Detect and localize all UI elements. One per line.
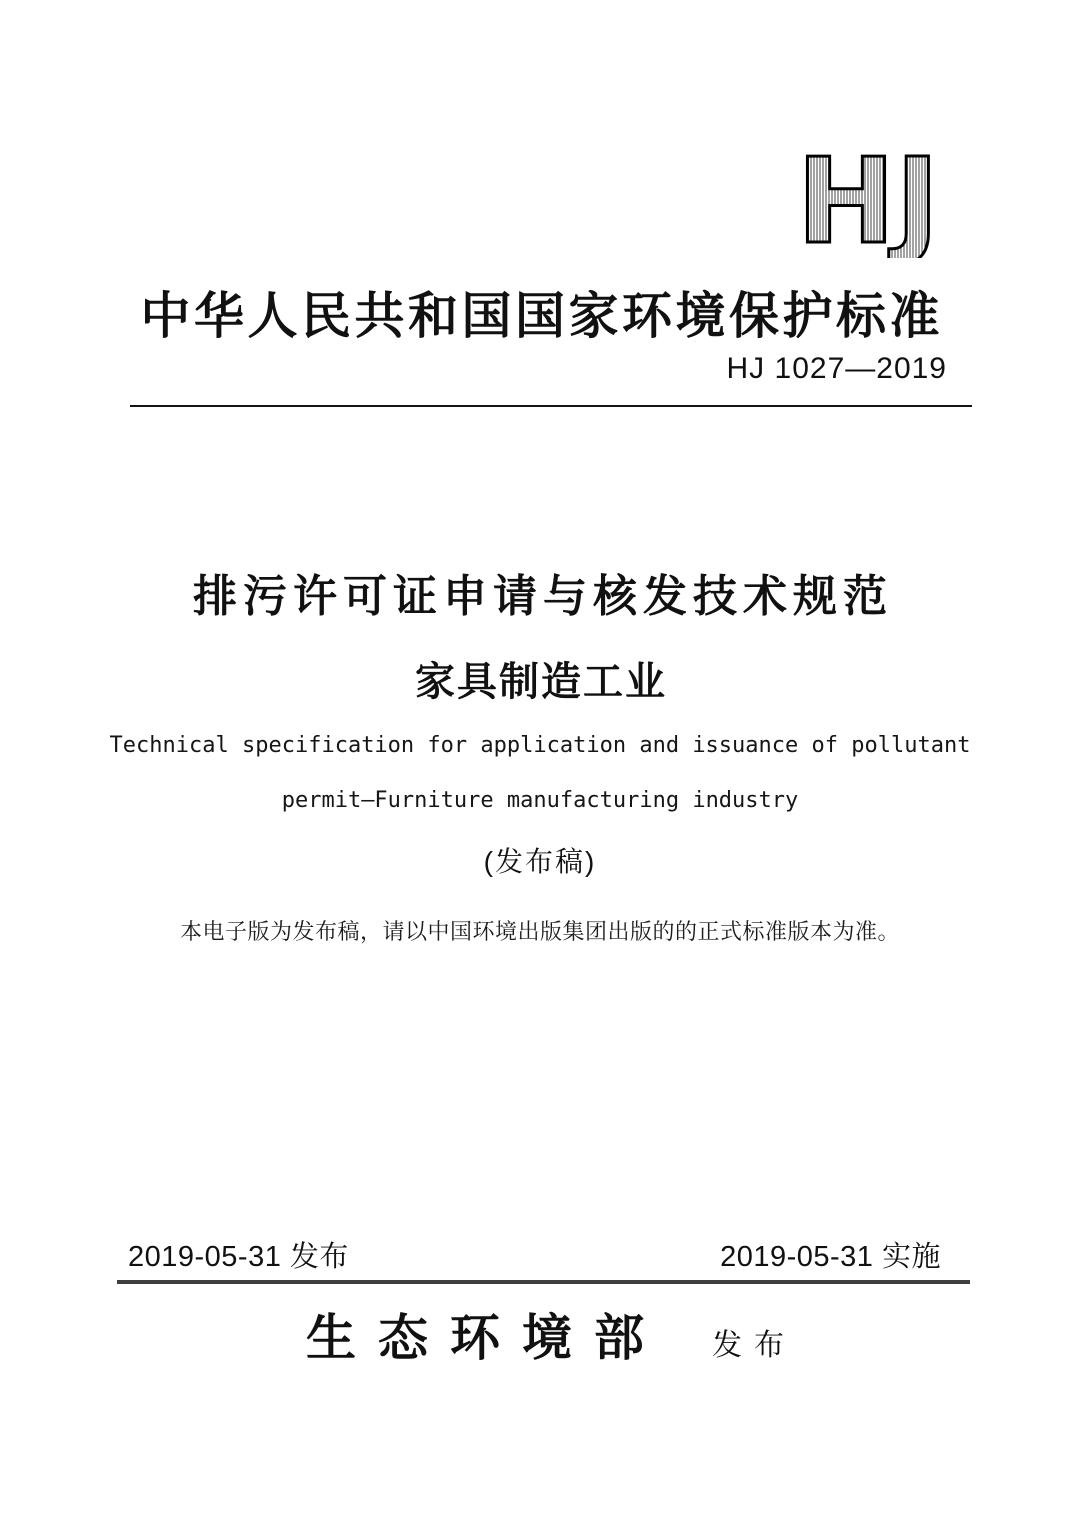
title-cn-line1: 排污许可证申请与核发技术规范 [193,572,893,621]
electronic-version-notice: 本电子版为发布稿，请以中国环境出版集团出版的的正式标准版本为准。 [179,919,900,944]
publisher-name: 生态环境部 [306,1310,666,1366]
date-row [128,1234,941,1275]
publisher-row [0,1298,1080,1370]
standard-type-heading: 中华人民共和国国家环境保护标准 [140,288,943,344]
draft-version-label: (发布稿) [483,846,597,877]
publish-label: 发布 [712,1329,796,1362]
footer-divider-line [117,1280,970,1284]
hj-logo [768,138,968,258]
issue-date: 2019-05-31 发布 [128,1241,349,1273]
hj-logo-text: HJ [796,138,940,258]
hj-logo-graphic [768,138,968,258]
title-cn-line2: 家具制造工业 [415,660,667,704]
implement-date: 2019-05-31 实施 [720,1241,941,1273]
title-en-line1: Technical specification for application and issuance of pollutant [109,733,971,758]
header-divider-line [130,405,972,407]
standard-number: HJ 1027—2019 [726,352,947,385]
title-en-line2: permit—Furniture manufacturing industry [281,788,799,813]
